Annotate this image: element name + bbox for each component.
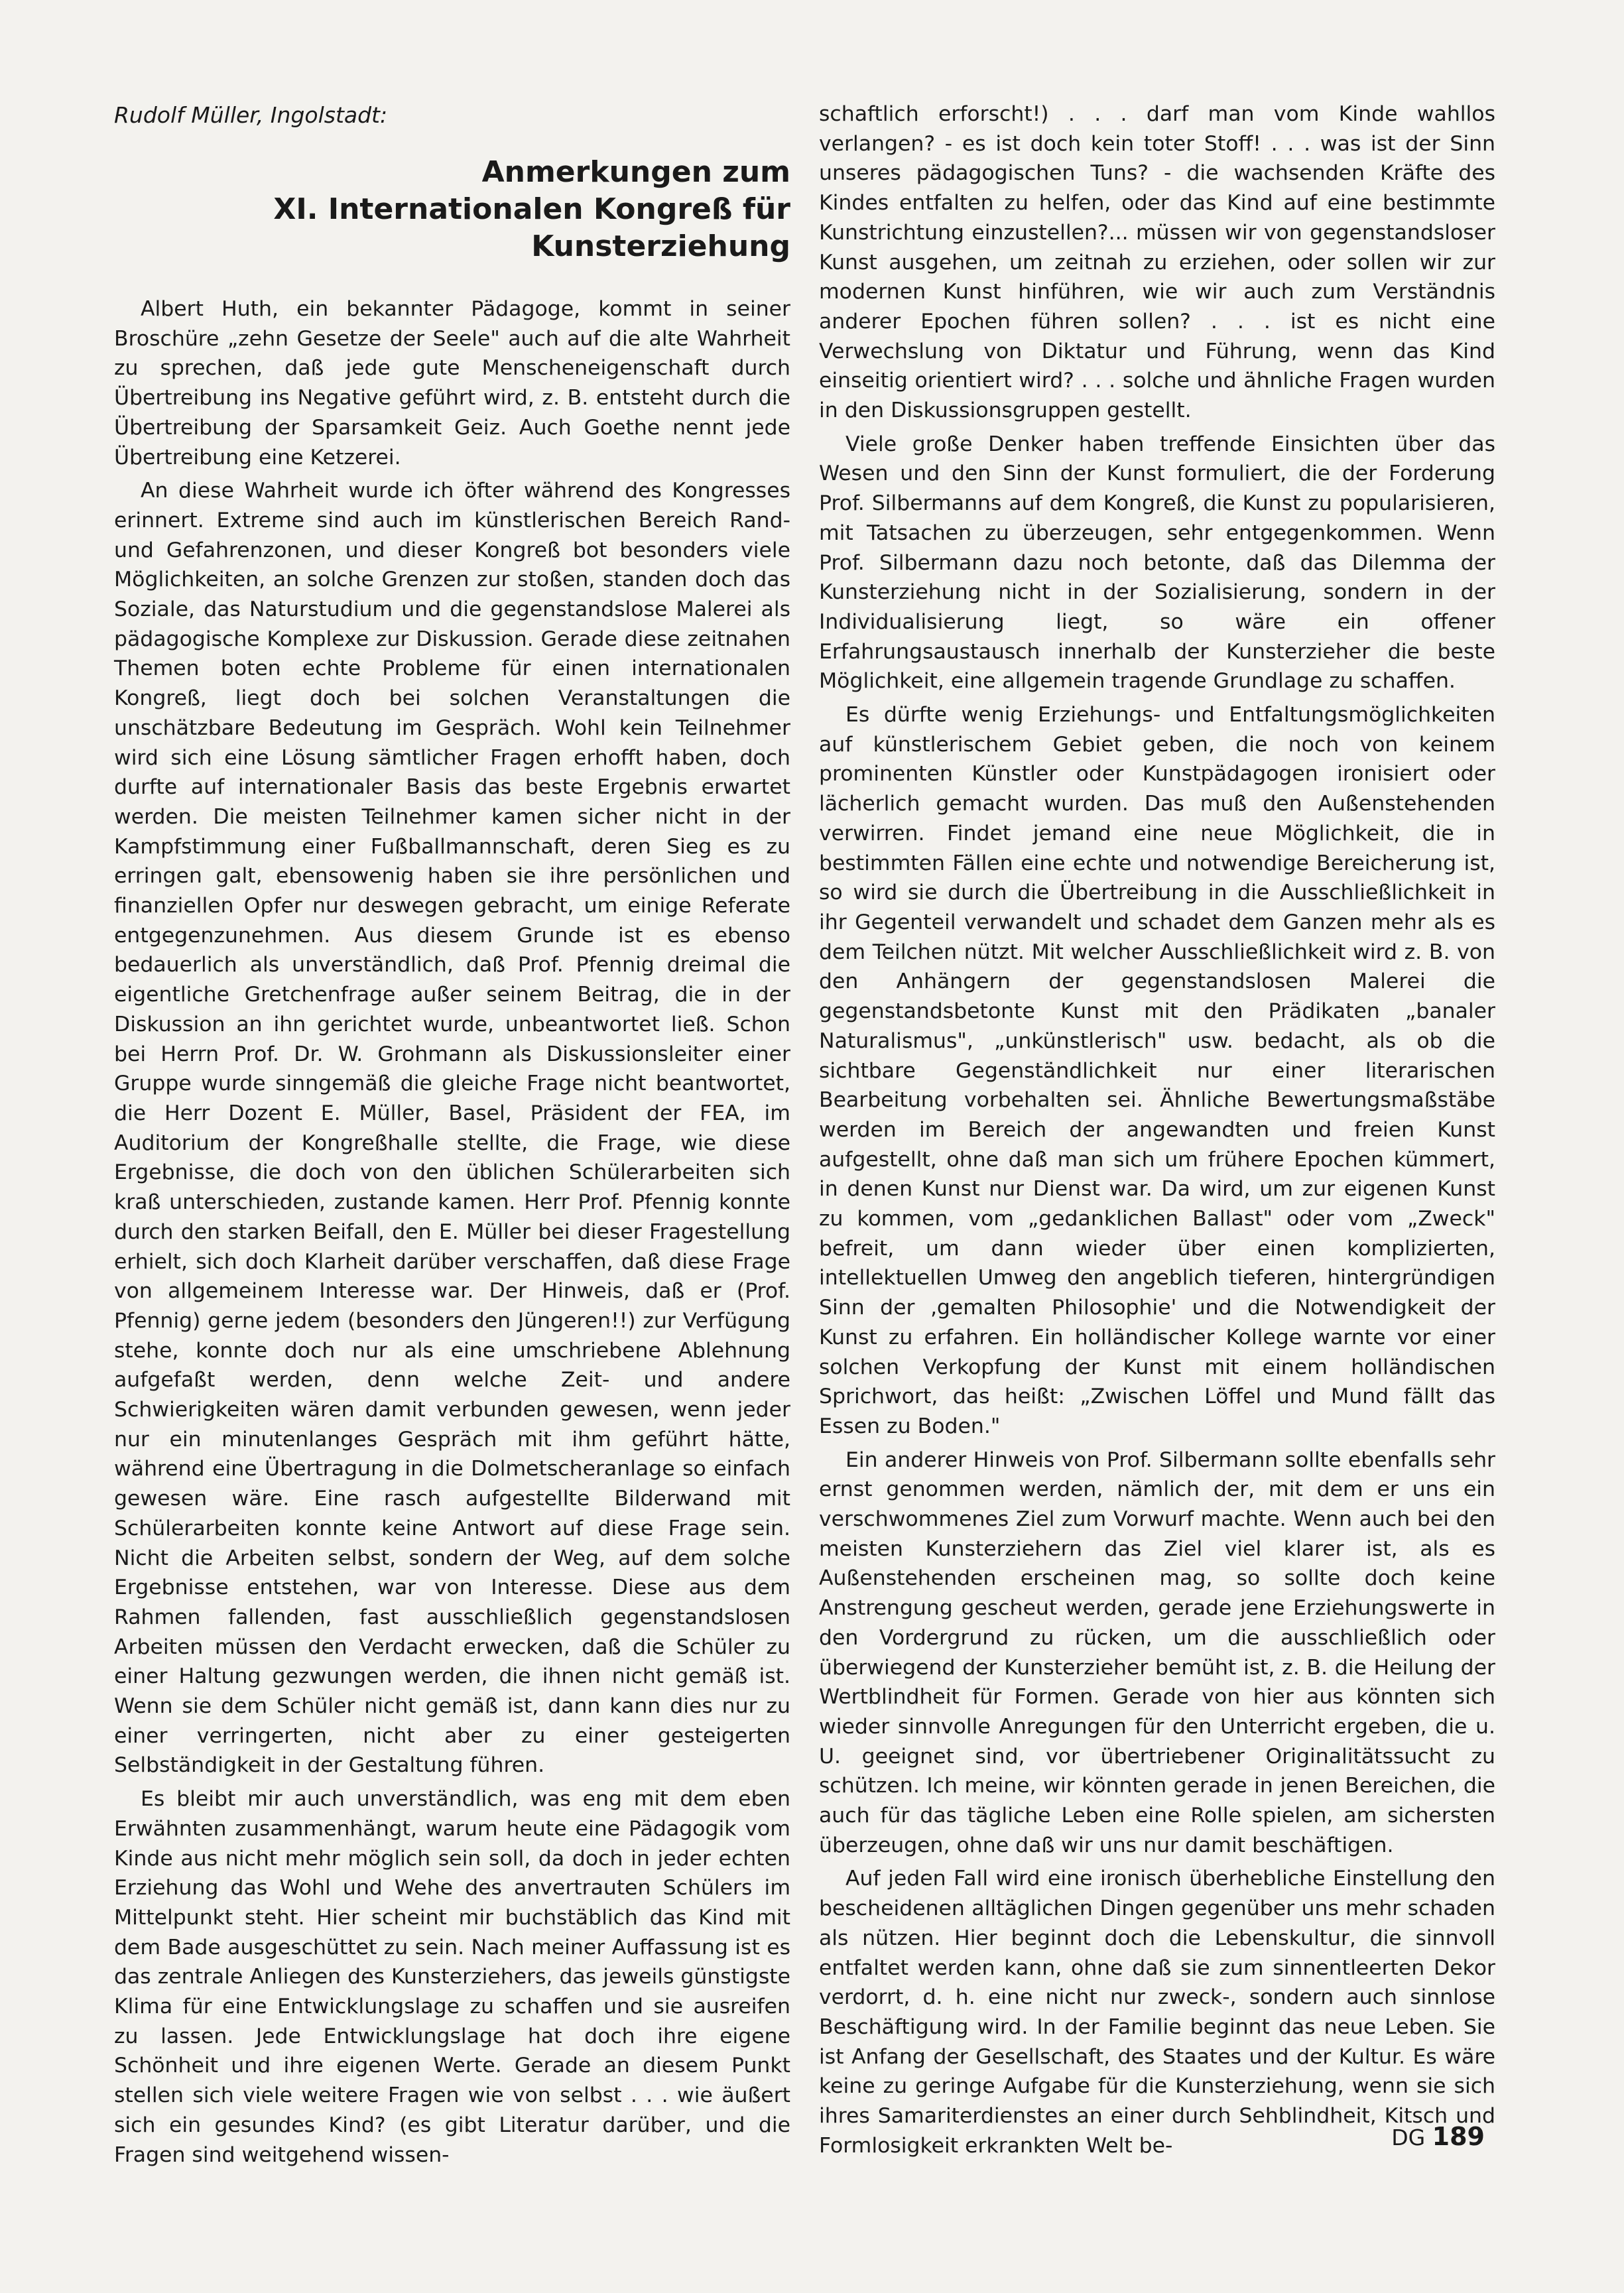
article-title	[114, 154, 790, 265]
title-line-2: XI. Internationalen Kongreß für Kunsterziehung	[273, 192, 790, 263]
left-column	[114, 99, 790, 2170]
paragraph: Viele große Denker haben treffende Einsichten über das Wesen und den Sinn der Kunst formuliert, die der Forderung Prof. Silbermanns auf dem Kongreß, die Kunst zu popularisieren, mit Tatsachen zu überzeugen, sehr entgegenkommen. Wenn Prof. Silbermann dazu noch betonte, daß das Dilemma der Kunsterziehung nicht in der Sozialisierung, sondern in der Individualisierung liegt, so wäre ein offener Erfahrungsaustausch innerhalb der Kunsterzieher die beste Möglichkeit, eine allgemein tragende Grundlage zu schaffen.	[819, 432, 1495, 694]
paragraph: An diese Wahrheit wurde ich öfter während des Kongresses erinnert. Extreme sind auch im künstlerischen Bereich Rand- und Gefahrenzonen, und dieser Kongreß bot besonders viele Möglichkeiten, an solche Grenzen zur stoßen, standen doch das Soziale, das Naturstudium und die gegenstandslose Malerei als pädagogische Komplexe zur Diskussion. Gerade diese zeitnahen Themen boten echte Probleme für einen internationalen Kongreß, liegt doch bei solchen Veranstaltungen die unschätzbare Bedeutung im Gespräch. Wohl kein Teilnehmer wird sich eine Lösung sämtlicher Fragen erhofft haben, doch durfte auf internationaler Basis das beste Ergebnis erwartet werden. Die meisten Teilnehmer kamen sicher nicht in der Kampfstimmung einer Fußballmannschaft, deren Sieg es zu erringen galt, ebensowenig haben sie ihre persönlichen und finanziellen Opfer nur deswegen gebracht, um einige Referate entgegenzunehmen. Aus diesem Grunde ist es ebenso bedauerlich als unverständlich, daß Prof. Pfennig dreimal die eigentliche Gretchenfrage außer seinem Beitrag, die in der Diskussion an ihn gerichtet wurde, unbeantwortet ließ. Schon bei Herrn Prof. Dr. W. Grohmann als Diskussionsleiter einer Gruppe wurde sinngemäß die gleiche Frage nicht beantwortet, die Herr Dozent E. Müller, Basel, Präsident der FEA, im Auditorium der Kongreßhalle stellte, die Frage, wie diese Ergebnisse, die doch von den üblichen Schülerarbeiten sich kraß unterschieden, zustande kamen. Herr Prof. Pfennig konnte durch den starken Beifall, den E. Müller bei dieser Fragestellung erhielt, sich doch Klarheit darüber verschaffen, daß diese Frage von allgemeinem Interesse war. Der Hinweis, daß er (Prof. Pfennig) gerne jedem (besonders den Jüngeren!!) zur Verfügung stehe, konnte doch nur als eine umschriebene Ablehnung aufgefaßt werden, denn welche Zeit- und andere Schwierigkeiten wären damit verbunden gewesen, wenn jeder nur ein minutenlanges Gespräch mit ihm geführt hätte, während eine Übertragung in die Dolmetscheranlage so einfach gewesen wäre. Eine rasch aufgestellte Bilderwand mit Schülerarbeiten konnte keine Antwort auf diese Frage sein. Nicht die Arbeiten selbst, sondern der Weg, auf dem solche Ergebnisse entstehen, war von Interesse. Diese aus dem Rahmen fallenden, fast ausschließlich gegenstandslosen Arbeiten müssen den Verdacht erwecken, daß die Schüler zu einer Haltung gezwungen werden, die ihnen nicht gemäß ist. Wenn sie dem Schüler nicht gemäß ist, dann kann dies nur zu einer verringerten, nicht aber zu einer gesteigerten Selbständigkeit in der Gestaltung führen.	[114, 479, 790, 1778]
title-line-1: Anmerkungen zum	[481, 155, 790, 189]
author-line: Rudolf Müller, Ingolstadt:	[114, 102, 388, 128]
page-footer	[1391, 2123, 1485, 2151]
journal-abbrev: DG	[1391, 2125, 1426, 2150]
paragraph: Es dürfte wenig Erziehungs- und Entfaltungsmöglichkeiten auf künstlerischem Gebiet geben, die noch von keinem prominenten Künstler oder Kunstpädagogen ironisiert oder lächerlich gemacht wurden. Das muß den Außenstehenden verwirren. Findet jemand eine neue Möglichkeit, die in bestimmten Fällen eine echte und notwendige Bereicherung ist, so wird sie durch die Übertreibung in die Ausschließlichkeit in ihr Gegenteil verwandelt und schadet dem Ganzen mehr als es dem Teilchen nützt. Mit welcher Ausschließlichkeit wird z. B. von den Anhängern der gegenstandslosen Malerei die gegenstandsbetonte Kunst mit den Prädikaten „banaler Naturalismus", „unkünstlerisch" usw. bedacht, als ob die sichtbare Gegenständlichkeit nur einer literarischen Bearbeitung vorbehalten sei. Ähnliche Bewertungsmaßstäbe werden im Bereich der angewandten und freien Kunst aufgestellt, ohne daß man sich um frühere Epochen kümmert, in denen Kunst nur Dienst war. Da wird, um zur eigenen Kunst zu kommen, vom „gedanklichen Ballast" oder vom „Zweck" befreit, um dann wieder über einen komplizierten, intellektuellen Umweg den angeblich tieferen, hintergründigen Sinn der ‚gemalten Philosophie' und die Notwendigkeit der Kunst zu erfahren. Ein holländischer Kollege warnte vor einer solchen Verkopfung der Kunst mit einem holländischen Sprichwort, das heißt: „Zwischen Löffel und Mund fällt das Essen zu Boden."	[819, 703, 1495, 1438]
paragraph: Auf jeden Fall wird eine ironisch überhebliche Einstellung den bescheidenen alltäglichen Dingen gegenüber uns mehr schaden als nützen. Hier beginnt doch die Lebenskultur, die sinnvoll entfaltet werden kann, ohne daß sie zum sinnentleerten Dekor verdorrt, d. h. eine nicht nur zweck-, sondern auch sinnlose Beschäftigung wird. In der Familie beginnt das neue Leben. Sie ist Anfang der Gesellschaft, des Staates und der Kultur. Es wäre keine zu geringe Aufgabe für die Kunsterziehung, wenn sie sich ihres Samariterdienstes an einer durch Sehblindheit, Kitsch und Formlosigkeit erkrankten Welt be-	[819, 1867, 1495, 2158]
right-column	[819, 99, 1495, 2161]
paragraph: Ein anderer Hinweis von Prof. Silbermann sollte ebenfalls sehr ernst genommen werden, nämlich der, mit dem er uns ein verschwommenes Ziel zum Vorwurf machte. Wenn auch bei den meisten Kunsterziehern das Ziel viel klarer ist, als es Außenstehenden erscheinen mag, so sollte doch keine Anstrengung gescheut werden, gerade jene Erziehungswerte in den Vordergrund zu rücken, um die ausschließlich oder überwiegend der Kunsterzieher bemüht ist, z. B. die Heilung der Wertblindheit für Formen. Gerade von hier aus könnten sich wieder sinnvolle Anregungen für den Unterricht ergeben, die u. U. geeignet sind, vor übertriebener Originalitätssucht zu schützen. Ich meine, wir könnten gerade in jenen Bereichen, die auch für das tägliche Leben eine Rolle spielen, am sichersten überzeugen, ohne daß wir uns nur damit beschäftigen.	[819, 1448, 1495, 1857]
paragraph: schaftlich erforscht!) . . . darf man vom Kinde wahllos verlangen? - es ist doch kein toter Stoff! . . . was ist der Sinn unseres pädagogischen Tuns? - die wachsenden Kräfte des Kindes entfalten zu helfen, oder das Kind auf eine bestimmte Kunstrichtung einzustellen?... müssen wir von gegenstandsloser Kunst ausgehen, um zeitnah zu erziehen, oder sollen wir zur modernen Kunst hinführen, wie wir auch zum Verständnis anderer Epochen führen sollen? . . . ist es nicht eine Verwechslung von Diktatur und Führung, wenn das Kind einseitig orientiert wird? . . . solche und ähnliche Fragen wurden in den Diskussionsgruppen gestellt.	[819, 102, 1495, 423]
paragraph: Albert Huth, ein bekannter Pädagoge, kommt in seiner Broschüre „zehn Gesetze der Seele" auch auf die alte Wahrheit zu sprechen, daß jede gute Menscheneigenschaft durch Übertreibung ins Negative geführt wird, z. B. entsteht durch die Übertreibung der Sparsamkeit Geiz. Auch Goethe nennt jede Übertreibung eine Ketzerei.	[114, 297, 790, 469]
paragraph: Es bleibt mir auch unverständlich, was eng mit dem eben Erwähnten zusammenhängt, warum heute eine Pädagogik vom Kinde aus nicht mehr möglich sein soll, da doch in jeder echten Erziehung das Wohl und Wehe des anvertrauten Schülers im Mittelpunkt steht. Hier scheint mir buchstäblich das Kind mit dem Bade ausgeschüttet zu sein. Nach meiner Auffassung ist es das zentrale Anliegen des Kunsterziehers, das jeweils günstigste Klima für eine Entwicklungslage zu schaffen und sie ausreifen zu lassen. Jede Entwicklungslage hat doch ihre eigene Schönheit und ihre eigenen Werte. Gerade an diesem Punkt stellen sich viele weitere Fragen wie von selbst . . . wie äußert sich ein gesundes Kind? (es gibt Literatur darüber, und die Fragen sind weitgehend wissen-	[114, 1787, 790, 2167]
page-number: 189	[1432, 2122, 1485, 2151]
